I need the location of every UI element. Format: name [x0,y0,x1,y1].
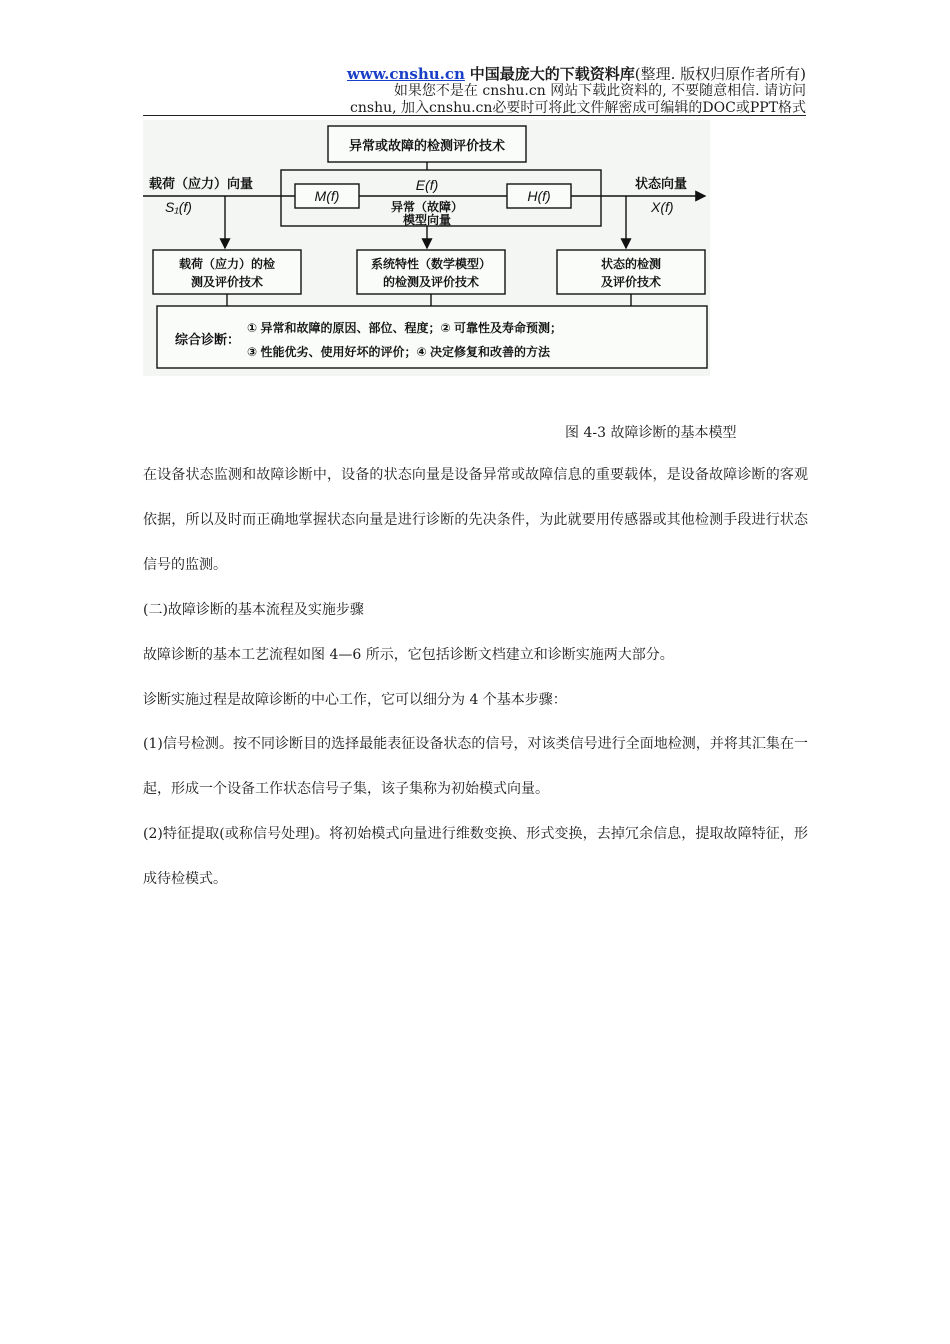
notice-line-2: cnshu, 加入cnshu.cn必要时可将此文件解密成可编辑的DOC或PPT格式 [350,100,806,116]
paragraph-state-vector: 在设备状态监测和故障诊断中，设备的状态向量是设备异常或故障信息的重要载体，是设备故障诊断的客观依据，所以及时而正确地掌握状态向量是进行诊断的先决条件，为此就要用传感器或其他检测手段进行状态信号的监测。 [143,467,808,573]
e-label: E(f) [415,177,439,193]
m-box-label: M(f) [314,188,340,204]
h-box-label: H(f) [527,188,551,204]
site-link[interactable]: www.cnshu.cn [346,65,465,83]
header-divider [143,115,806,116]
notice-line-1: 如果您不是在 cnshu.cn 网站下载此资料的, 不要随意相信. 请访问 [393,83,806,99]
state-symbol: X(f) [651,199,674,215]
top-box-label: 异常或故障的检测评价技术 [348,138,506,153]
diagnosis-line-1: ① 异常和故障的原因、部位、程度；② 可靠性及寿命预测； [247,321,562,335]
load-label: 载荷（应力）向量 [149,176,254,191]
diagnosis-label: 综合诊断： [175,332,241,347]
figure-caption: 图 4-3 故障诊断的基本模型 [565,425,737,441]
paragraph-steps-intro: 诊断实施过程是故障诊断的中心工作，它可以细分为 4 个基本步骤： [143,692,567,708]
box-mid-line-1: 系统特性（数学模型） [370,257,492,271]
box-mid-line-2: 的检测及评价技术 [382,275,480,289]
section-heading: (二)故障诊断的基本流程及实施步骤 [143,602,364,618]
box-left-line-2: 测及评价技术 [190,275,264,289]
box-left-line-1: 载荷（应力）的检 [178,257,276,271]
box-right-line-2: 及评价技术 [600,275,662,289]
load-symbol: S₁(f) [165,199,192,215]
center-label-1: 异常（故障） [390,200,464,214]
center-label-2: 模型向量 [402,213,452,227]
box-right-line-1: 状态的检测 [600,257,662,271]
brand-title: 中国最庞大的下载资料库 [469,65,635,83]
diagnosis-line-2: ③ 性能优劣、使用好坏的评价；④ 决定修复和改善的方法 [247,345,550,359]
paragraph-step-1: (1)信号检测。按不同诊断目的选择最能表征设备状态的信号，对该类信号进行全面地检测，并将其汇集在一起，形成一个设备工作状态信号子集，该子集称为初始模式向量。 [143,736,808,797]
state-label: 状态向量 [635,176,688,191]
paragraph-step-2: (2)特征提取(或称信号处理)。将初始模式向量进行维数变换、形式变换，去掉冗余信息，提取故障特征，形成待检模式。 [143,826,808,887]
brand-note: (整理. 版权归原作者所有) [634,65,806,83]
paragraph-process: 故障诊断的基本工艺流程如图 4—6 所示，它包括诊断文档建立和诊断实施两大部分。 [143,647,674,663]
fault-diagnosis-model-figure [143,120,710,376]
page-header [143,66,806,117]
